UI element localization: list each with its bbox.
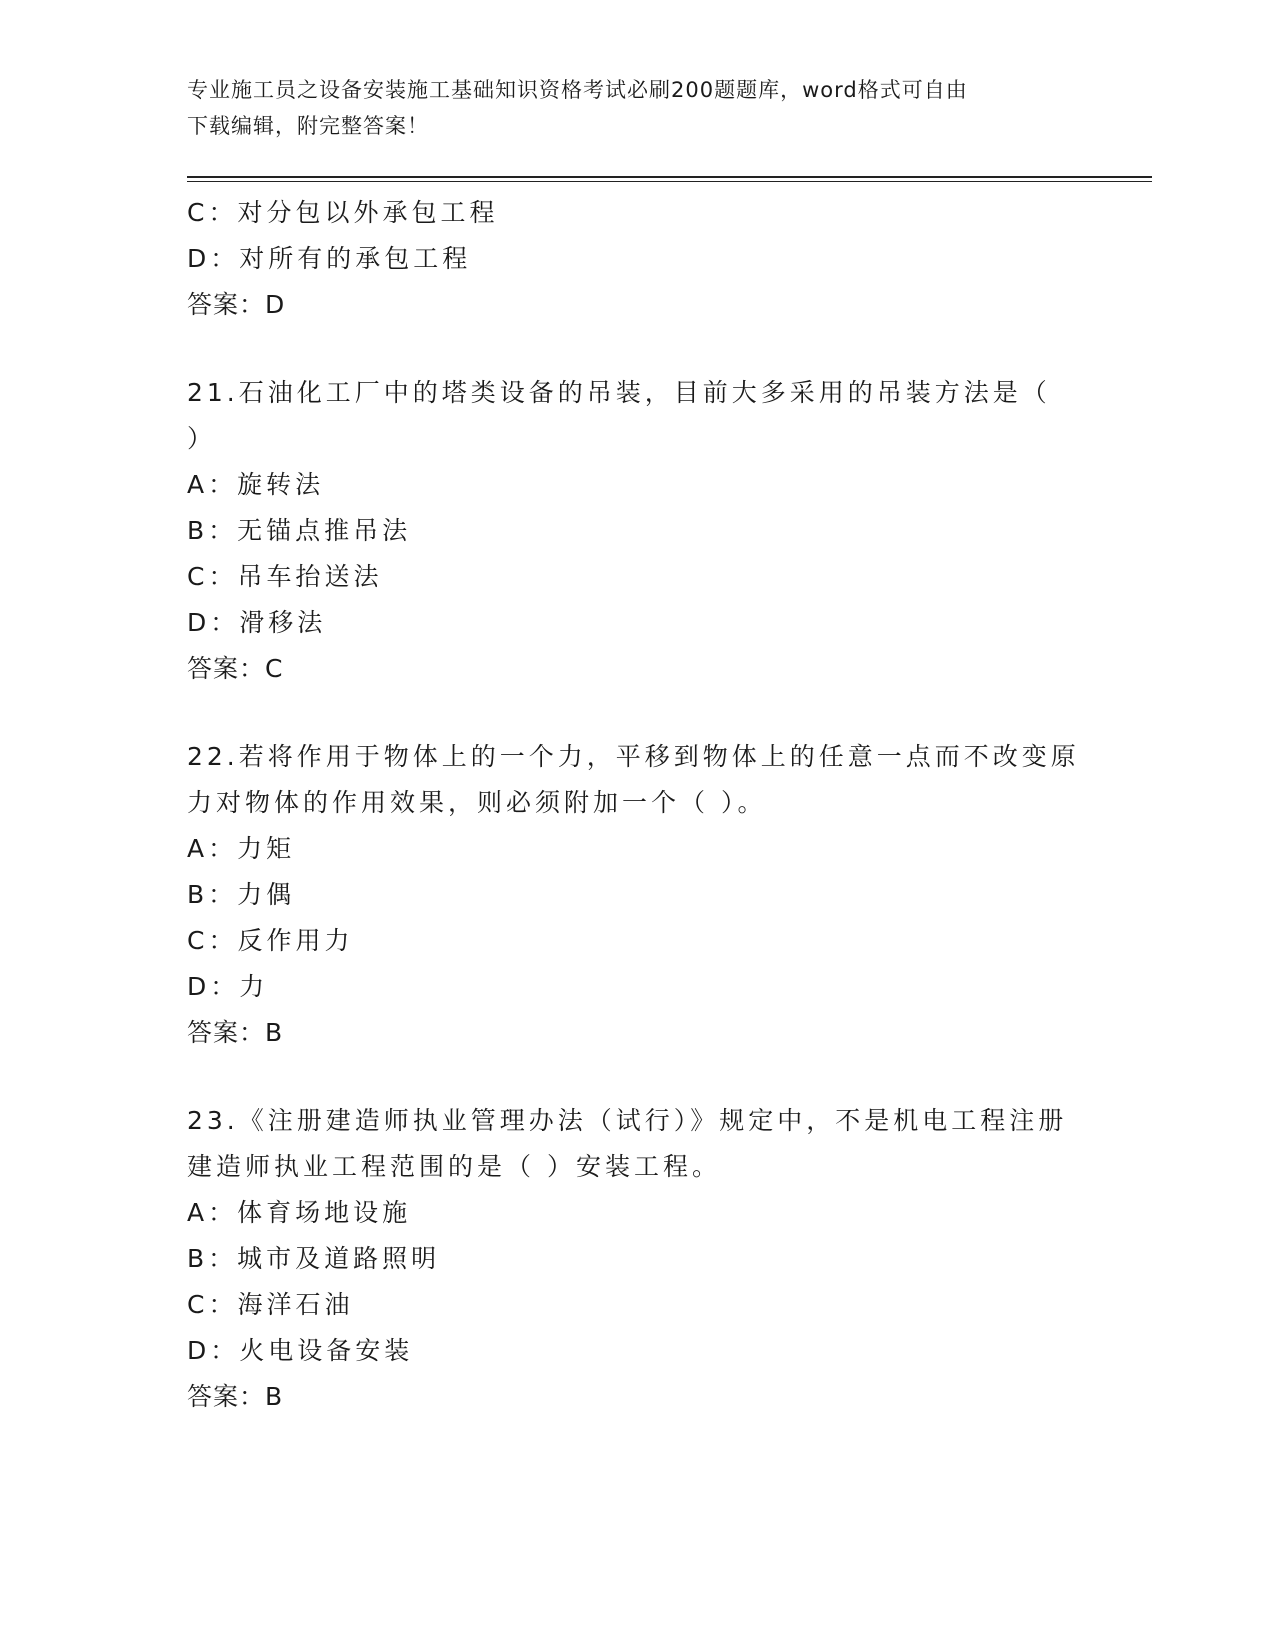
option-d: D：滑移法 xyxy=(187,608,327,637)
option-d: D：对所有的承包工程 xyxy=(187,244,472,273)
question-block-20 xyxy=(187,190,1087,328)
question-block-21 xyxy=(187,370,1087,692)
header-rule-thin xyxy=(187,181,1152,182)
spacer xyxy=(187,328,1087,370)
header-line-2: 下载编辑，附完整答案！ xyxy=(187,114,429,138)
option-b: B：力偶 xyxy=(187,880,296,909)
question-stem-line-1: 21.石油化工厂中的塔类设备的吊装，目前大多采用的吊装方法是（ xyxy=(187,378,1051,407)
option-a: A：体育场地设施 xyxy=(187,1198,412,1227)
answer-line: 答案：B xyxy=(187,1382,284,1411)
answer-line: 答案：B xyxy=(187,1018,284,1047)
spacer xyxy=(187,692,1087,734)
option-a: A：力矩 xyxy=(187,834,296,863)
answer-line: 答案：D xyxy=(187,290,286,319)
option-d: D：火电设备安装 xyxy=(187,1336,414,1365)
option-c: C：对分包以外承包工程 xyxy=(187,198,499,227)
question-stem-line-2: 建造师执业工程范围的是（ ）安装工程。 xyxy=(187,1152,721,1181)
question-stem-line-1: 22.若将作用于物体上的一个力，平移到物体上的任意一点而不改变原 xyxy=(187,742,1080,771)
question-stem-line-1: 23.《注册建造师执业管理办法（试行）》规定中，不是机电工程注册 xyxy=(187,1106,1068,1135)
question-block-23 xyxy=(187,1098,1087,1420)
option-b: B：城市及道路照明 xyxy=(187,1244,441,1273)
option-b: B：无锚点推吊法 xyxy=(187,516,412,545)
option-d: D：力 xyxy=(187,972,269,1001)
option-a: A：旋转法 xyxy=(187,470,325,499)
header-line-1: 专业施工员之设备安装施工基础知识资格考试必刷200题题库，word格式可自由 xyxy=(187,78,968,102)
answer-line: 答案：C xyxy=(187,654,284,683)
option-c: C：吊车抬送法 xyxy=(187,562,383,591)
option-c: C：反作用力 xyxy=(187,926,354,955)
question-block-22 xyxy=(187,734,1087,1056)
header-rule-thick xyxy=(187,176,1152,178)
option-c: C：海洋石油 xyxy=(187,1290,354,1319)
document-header xyxy=(187,72,1067,144)
question-list xyxy=(187,190,1087,1420)
question-stem-line-2: ） xyxy=(187,424,217,453)
question-stem-line-2: 力对物体的作用效果，则必须附加一个（ ）。 xyxy=(187,788,767,817)
spacer xyxy=(187,1056,1087,1098)
